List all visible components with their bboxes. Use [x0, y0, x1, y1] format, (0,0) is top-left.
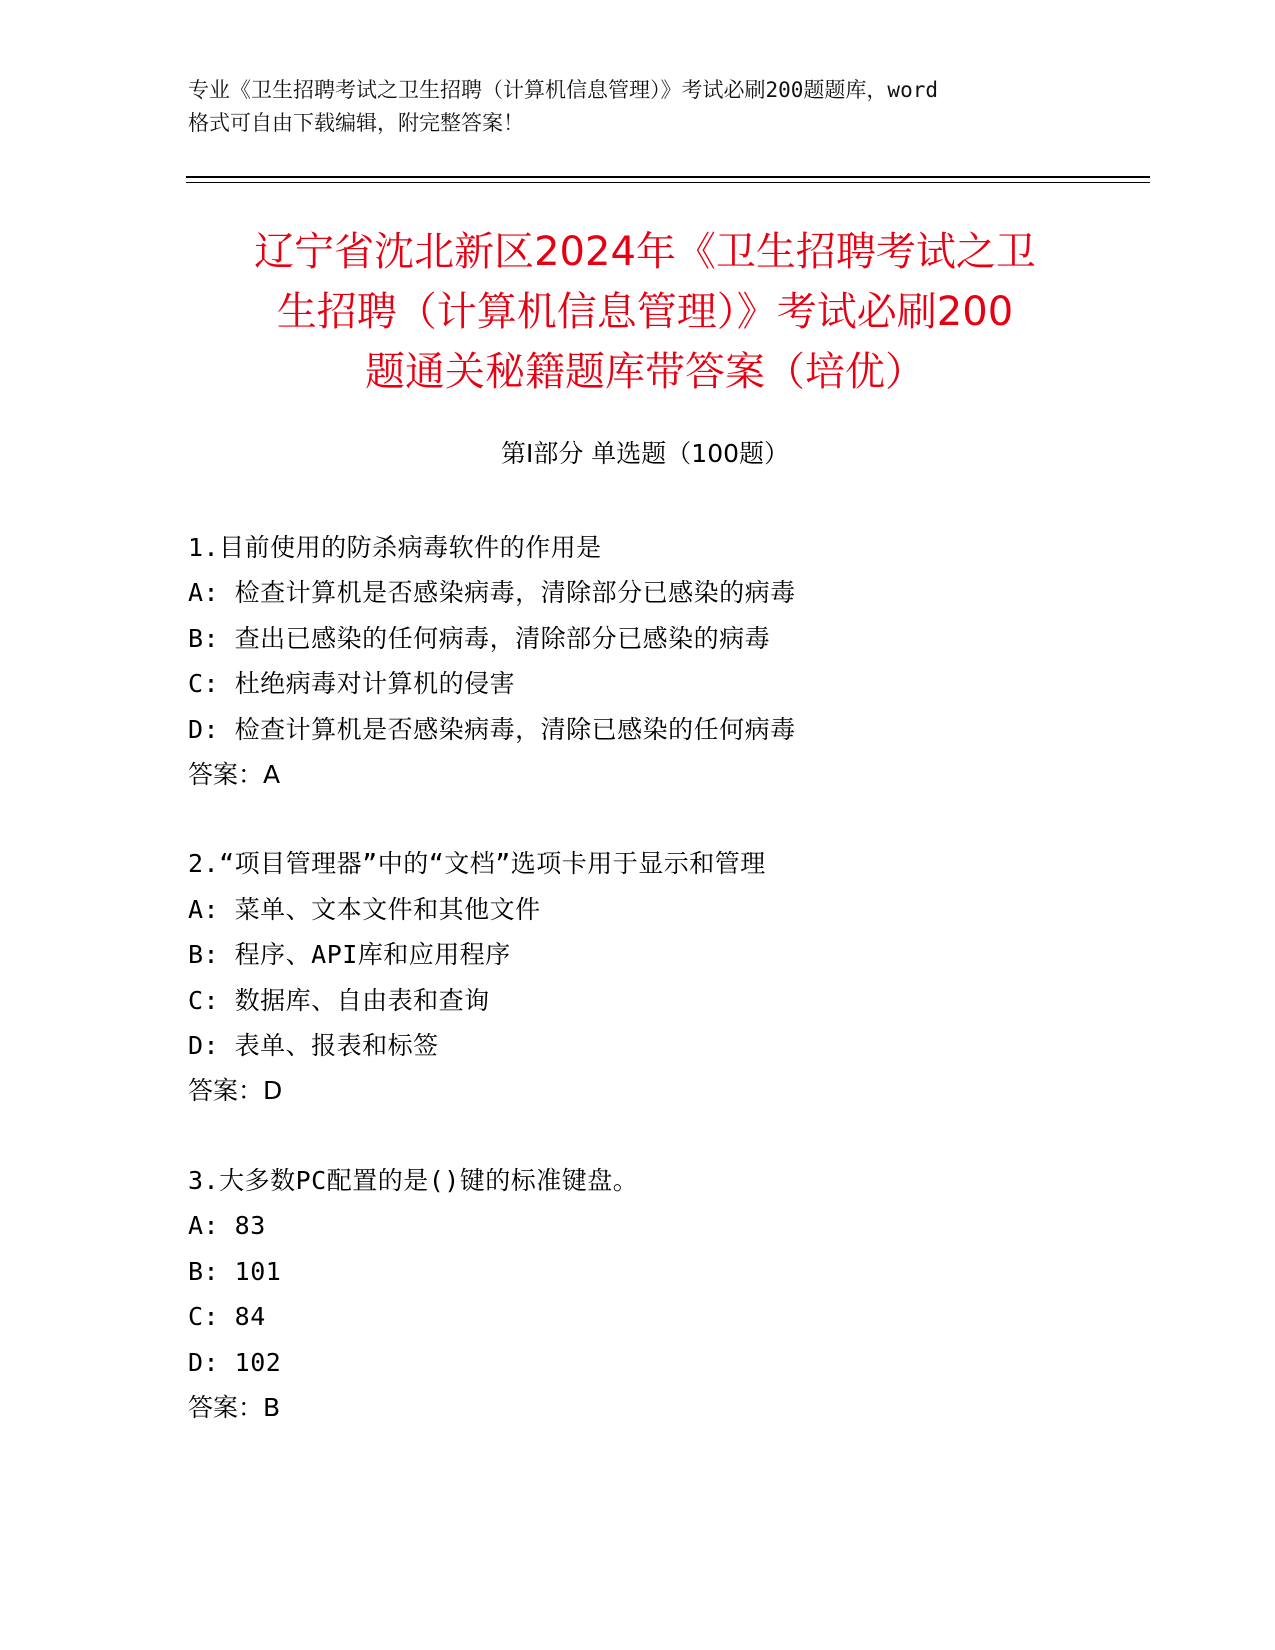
question-stem: 2.“项目管理器”中的“文档”选项卡用于显示和管理	[188, 849, 766, 879]
section-heading: 第Ⅰ部分 单选题（100题）	[500, 439, 790, 468]
option-d: D: 102	[188, 1347, 282, 1377]
option-b: B: 101	[188, 1256, 282, 1286]
question-2	[188, 841, 1108, 1113]
answer: 答案：B	[188, 1392, 281, 1422]
question-1	[188, 525, 1108, 797]
header-note	[188, 74, 1088, 140]
header-note-line-1: 专业《卫生招聘考试之卫生招聘（计算机信息管理）》考试必刷200题题库，word	[188, 78, 938, 102]
header-divider-thin	[186, 182, 1150, 183]
question-3	[188, 1158, 1108, 1430]
option-a: A: 菜单、文本文件和其他文件	[188, 894, 541, 924]
option-b: B: 查出已感染的任何病毒，清除部分已感染的病毒	[188, 623, 771, 653]
document-title	[180, 222, 1110, 402]
option-c: C: 杜绝病毒对计算机的侵害	[188, 669, 516, 699]
option-c: C: 84	[188, 1302, 266, 1332]
option-b: B: 程序、API库和应用程序	[188, 940, 511, 970]
question-list	[188, 525, 1108, 1474]
option-c: C: 数据库、自由表和查询	[188, 985, 490, 1015]
answer: 答案：D	[188, 1076, 283, 1106]
header-note-line-2: 格式可自由下载编辑，附完整答案！	[188, 111, 524, 135]
option-d: D: 检查计算机是否感染病毒，清除已感染的任何病毒	[188, 714, 796, 744]
document-title-line-3: 题通关秘籍题库带答案（培优）	[365, 349, 925, 395]
question-stem: 1.目前使用的防杀病毒软件的作用是	[188, 533, 602, 562]
document-title-line-1: 辽宁省沈北新区2024年《卫生招聘考试之卫	[254, 229, 1036, 275]
question-stem: 3.大多数PC配置的是()键的标准键盘。	[188, 1165, 639, 1195]
option-a: A: 83	[188, 1211, 266, 1241]
header-divider-thick	[186, 176, 1150, 178]
option-d: D: 表单、报表和标签	[188, 1031, 439, 1061]
option-a: A: 检查计算机是否感染病毒，清除部分已感染的病毒	[188, 578, 796, 608]
answer: 答案：A	[188, 760, 281, 790]
document-title-line-2: 生招聘（计算机信息管理）》考试必刷200	[276, 289, 1014, 335]
